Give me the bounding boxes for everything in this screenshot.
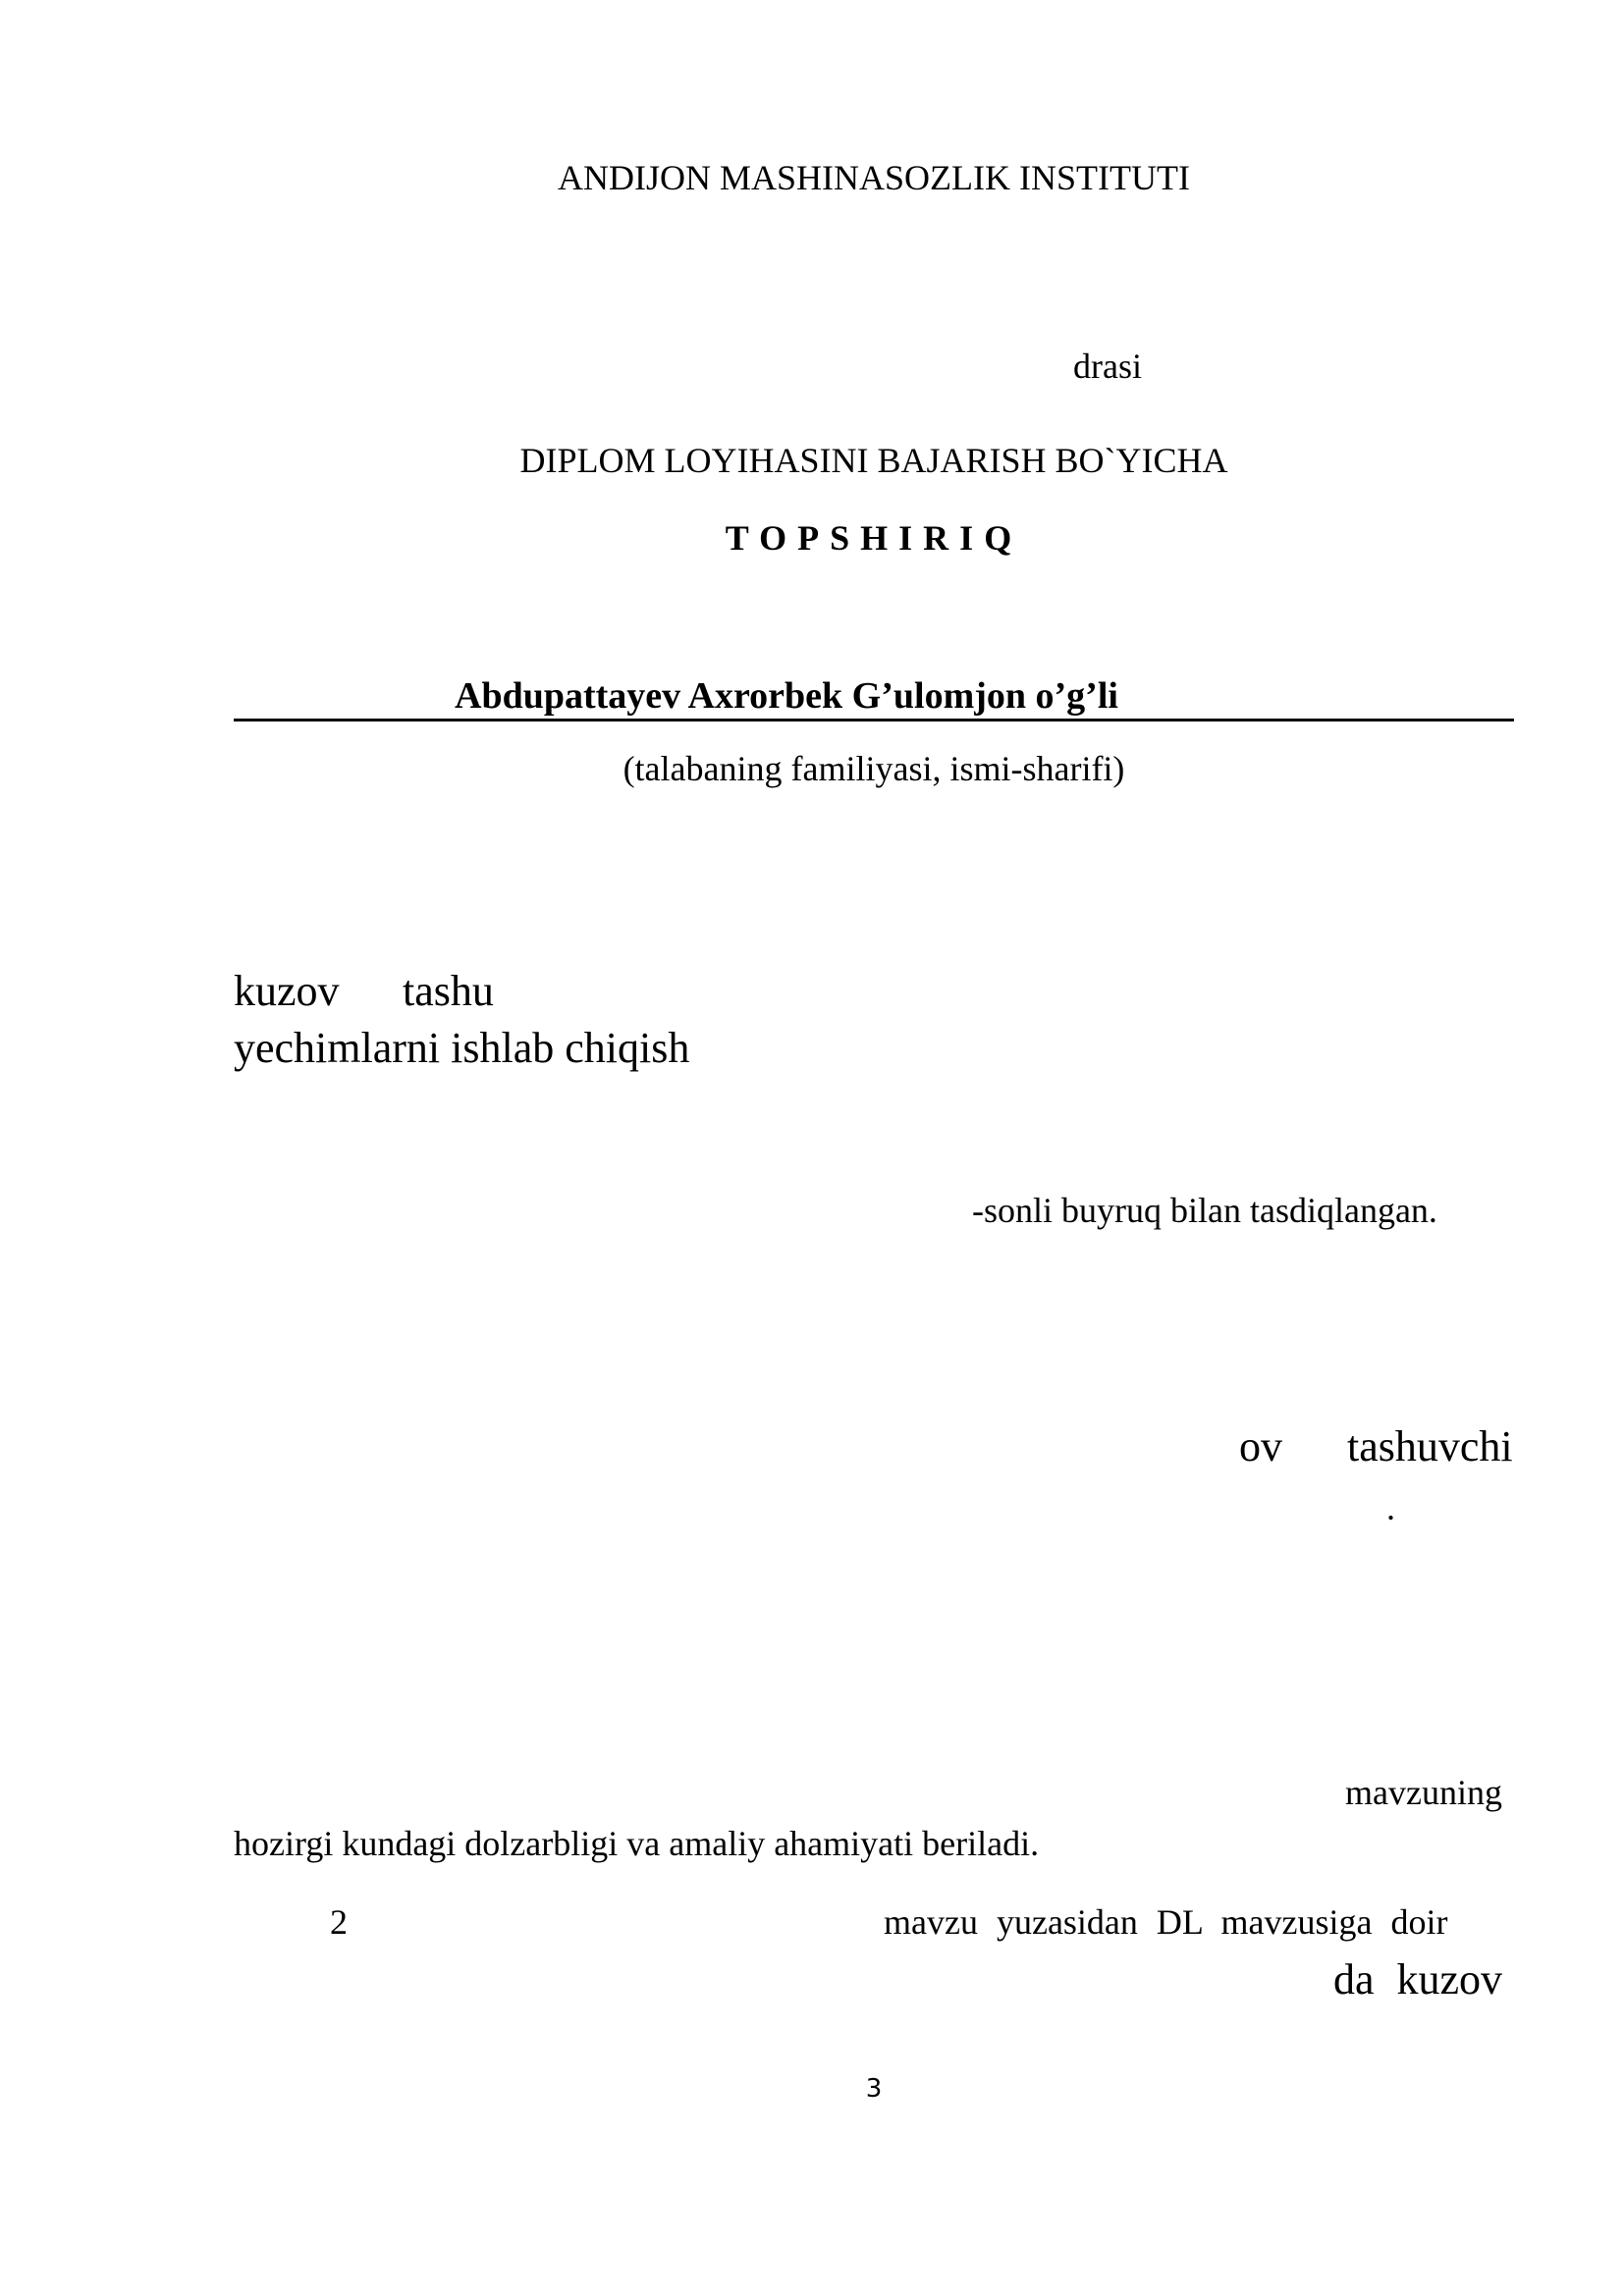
topic-word-2: tashu [403, 967, 494, 1015]
topic-line-2: yechimlarni ishlab chiqish [234, 1024, 690, 1072]
text-fragment-ov: ov [1239, 1422, 1282, 1470]
topic-word-1: kuzov [234, 967, 340, 1015]
order-approval-text: -sonli buyruq bilan tasdiqlangan. [972, 1191, 1437, 1230]
institute-name: ANDIJON MASHINASOZLIK INSTITUTI [558, 158, 1190, 197]
paragraph-2-line-2: da kuzov [1333, 1955, 1503, 2003]
page-number: 3 [865, 2074, 883, 2104]
student-name: Abdupattayev Axrorbek G’ulomjon o’g’li [455, 675, 1118, 717]
document-title: TOPSHIRIQ [725, 518, 1023, 558]
paragraph-2-number: 2 [330, 1902, 348, 1942]
kafedra-fragment: drasi [1073, 347, 1142, 386]
student-name-caption: (talabaning familiyasi, ismi-sharifi) [623, 749, 1125, 788]
text-fragment-tashuvchi: tashuvchi [1347, 1422, 1513, 1470]
document-heading: DIPLOM LOYIHASINI BAJARISH BO`YICHA [519, 441, 1228, 480]
paragraph-1-line-end: mavzuning [1345, 1773, 1502, 1812]
text-fragment-dot: . [1386, 1488, 1395, 1527]
paragraph-2-line-1: mavzu yuzasidan DL mavzusiga doir [884, 1902, 1448, 1942]
paragraph-1-line-2: hozirgi kundagi dolzarbligi va amaliy ahamiyati beriladi. [234, 1824, 1040, 1863]
